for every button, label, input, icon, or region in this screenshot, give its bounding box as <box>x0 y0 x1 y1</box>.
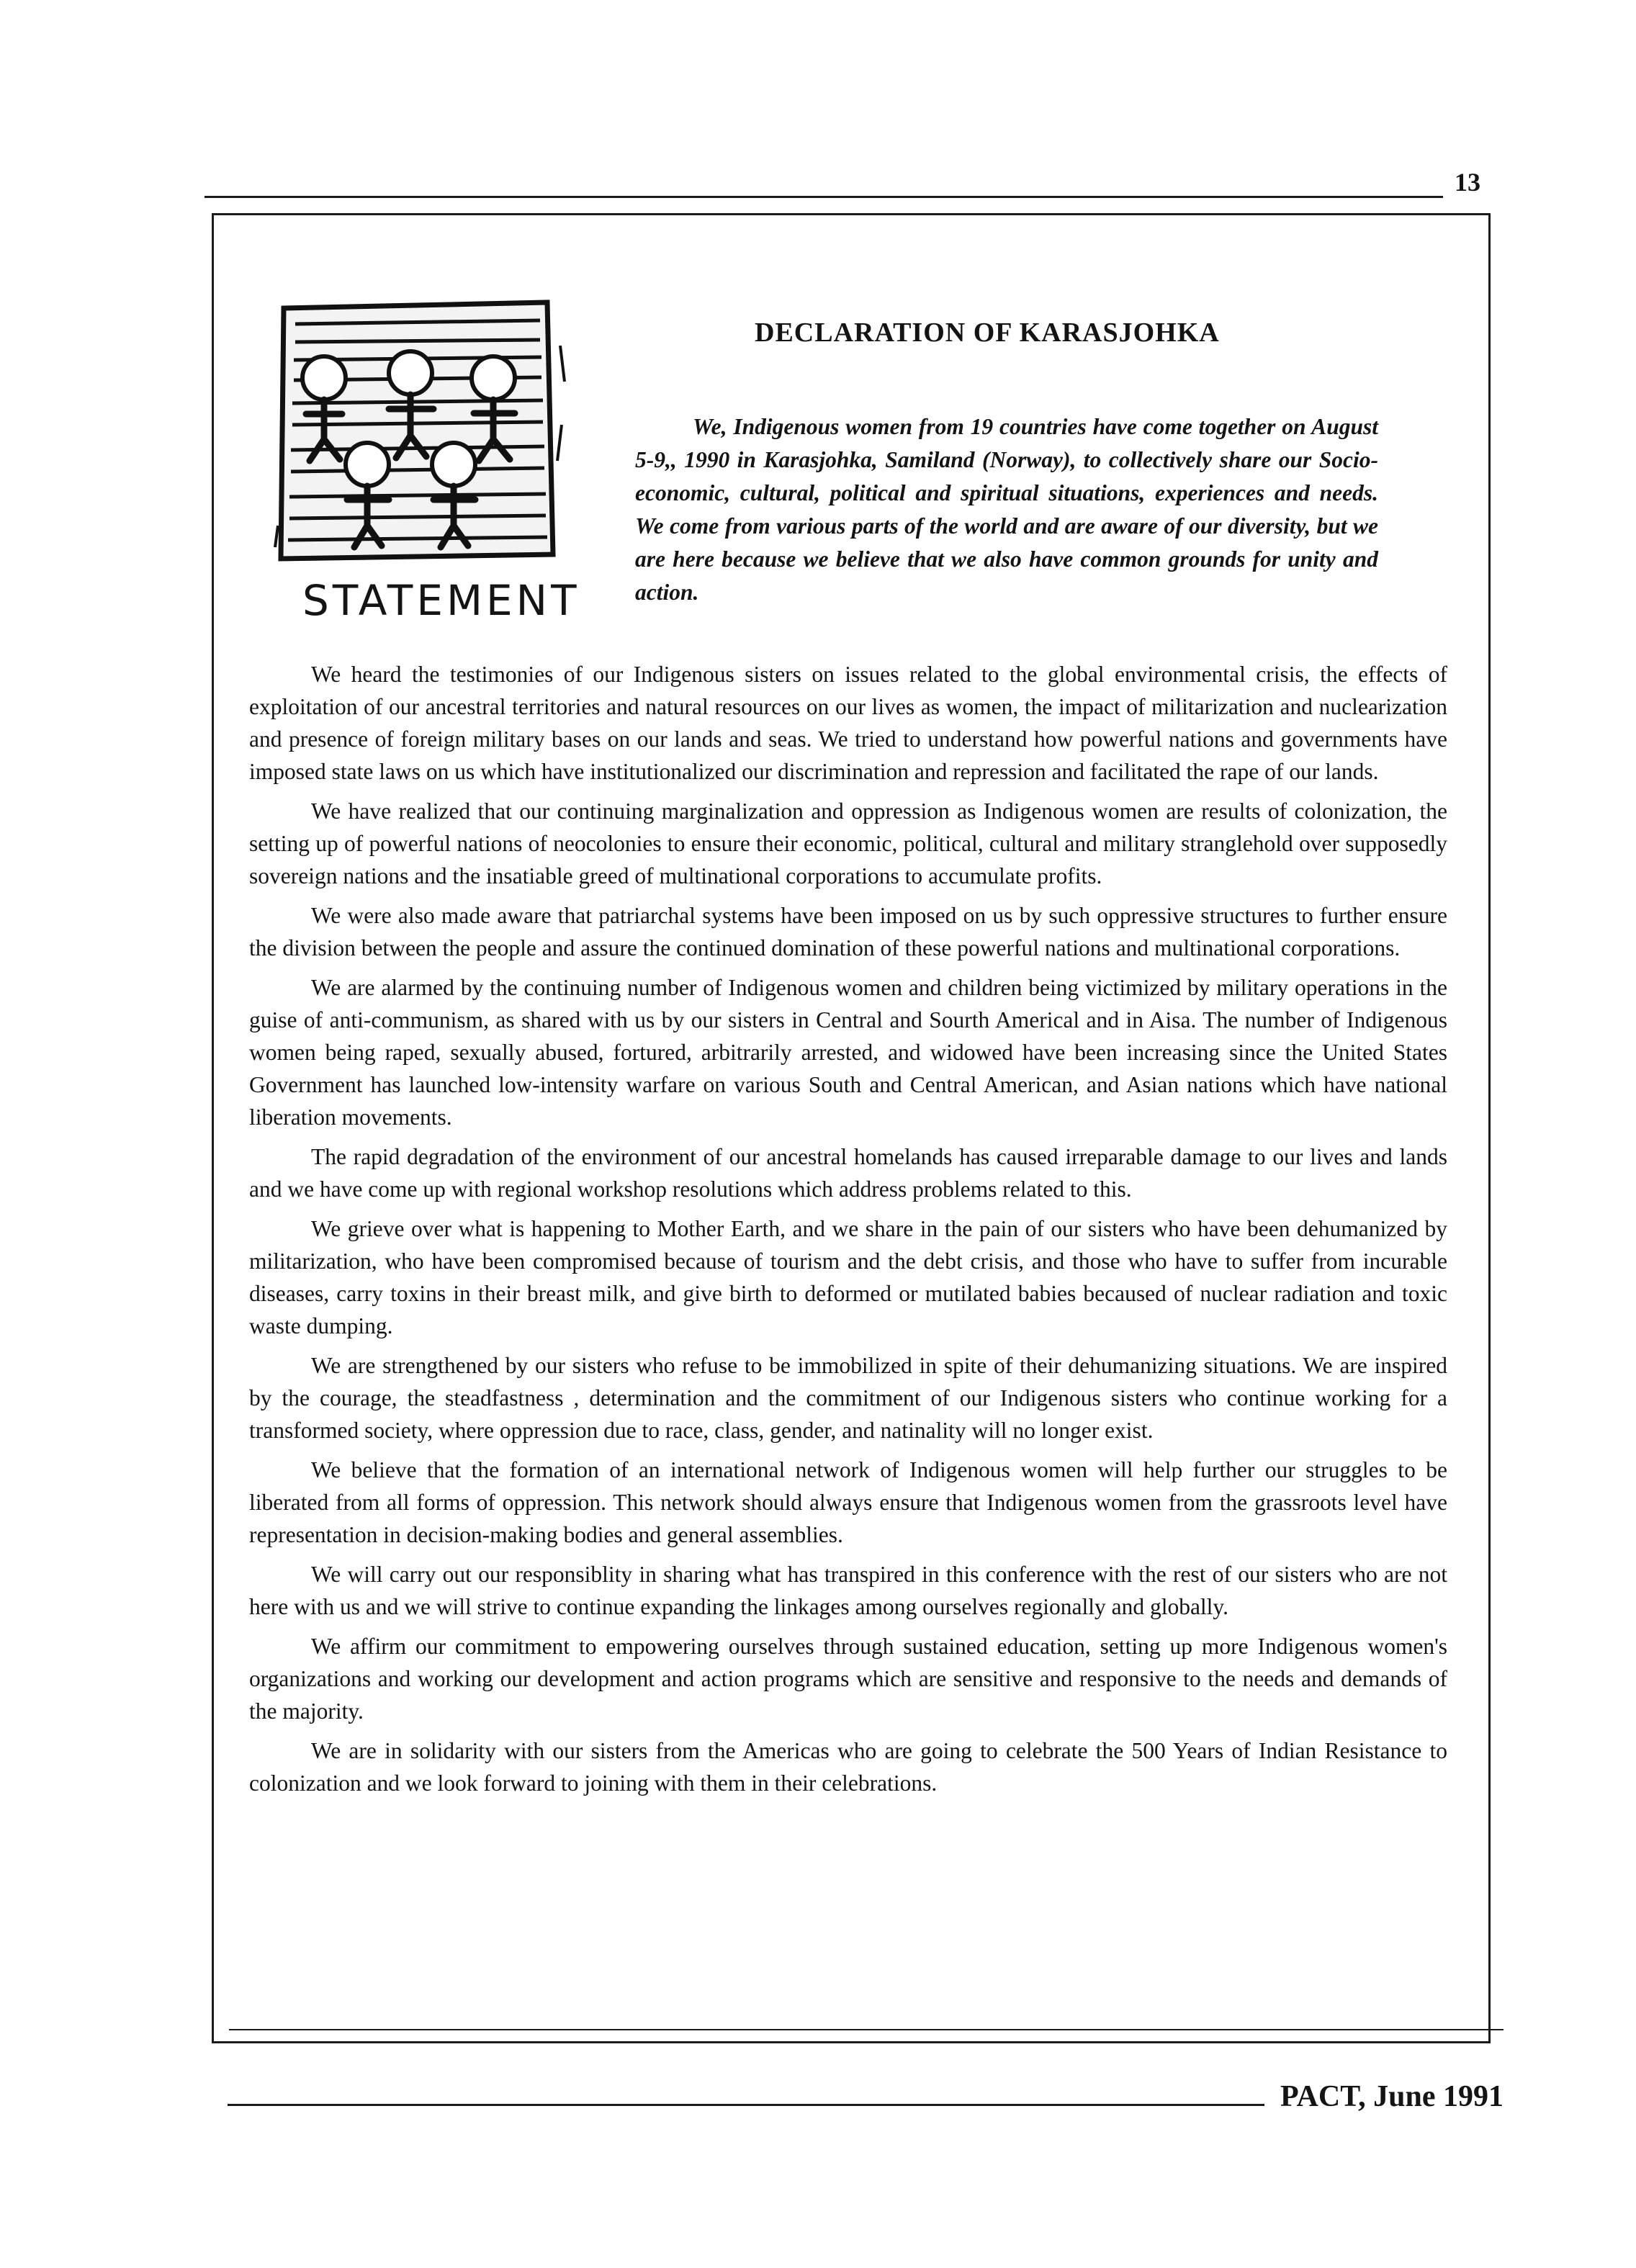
declaration-intro: We, Indigenous women from 19 countries have come together on August 5-9,, 1990 in Karasjohka, Samiland (Norway), to collectively share our Socio-economic, cultural, political and spiritual situations, experiences and needs. We come from various parts of the world and are aware of our diversity, but we are here because we believe that we also have common grounds for unity and action. <box>635 414 1378 605</box>
body-paragraph: We believe that the formation of an international network of Indigenous women will help further our struggles to be liberated from all forms of oppression. This network should always ensure that Indigenous women from the grassroots level have representation in decision-making bodies and general assemblies. <box>249 1457 1447 1547</box>
body-paragraph: We are alarmed by the continuing number of Indigenous women and children being victimized by military operations in the guise of anti-communism, as shared with us by our sisters in Central and Sourth Americal and in Aisa. The number of Indigenous women being raped, sexually abused, fortured, arbitrarily arrested, and widowed have been increasing since the United States Government has launched low-intensity warfare on various South and Central American, and Asian nations which have national liberation movements. <box>249 975 1447 1130</box>
declaration-body <box>249 658 1447 1806</box>
body-paragraph: We grieve over what is happening to Mother Earth, and we share in the pain of our sisters who have been dehumanized by militarization, who have been compromised because of tourism and the debt crisis, and those who have to suffer from incurable diseases, carry toxins in their breast milk, and give birth to deformed or mutilated babies becaused of nuclear radiation and toxic waste dumping. <box>249 1216 1447 1338</box>
header-rule <box>204 196 1443 198</box>
body-paragraph: We are in solidarity with our sisters from the Americas who are going to celebrate the 500 Years of Indian Resistance to colonization and we look forward to joining with them in their celebrations. <box>249 1738 1447 1796</box>
statement-caption: STATEMENT <box>302 576 580 625</box>
body-paragraph: We will carry out our responsiblity in sharing what has transpired in this conference with the rest of our sisters who are not here with us and we will strive to continue expanding the linkages among ourselves regionally and globally. <box>249 1562 1447 1619</box>
body-paragraph: We heard the testimonies of our Indigenous sisters on issues related to the global environmental crisis, the effects of exploitation of our ancestral territories and natural resources on our lives as women, the impact of militarization and nuclearization and presence of foreign military bases on our lands and seas. We tried to understand how powerful nations and governments have imposed state laws on us which have institutionalized our discrimination and repression and facilitated the rape of our lands. <box>249 662 1447 784</box>
declaration-title: DECLARATION OF KARASJOHKA <box>755 318 1220 348</box>
body-paragraph: We are strengthened by our sisters who refuse to be immobilized in spite of their dehumanizing situations. We are inspired by the courage, the steadfastness , determination and the commitment of our Indigenous sisters who continue working for a transformed society, where oppression due to race, class, gender, and natinality will no longer exist. <box>249 1353 1447 1443</box>
footer-rule <box>228 2104 1264 2106</box>
page-number: 13 <box>1455 168 1480 197</box>
body-paragraph: We affirm our commitment to empowering ourselves through sustained education, setting up more Indigenous women's organizations and working our development and action programs which are sensitive and responsive to the needs and demands of the majority. <box>249 1634 1447 1724</box>
body-paragraph: The rapid degradation of the environment of our ancestral homelands has caused irreparable damage to our lives and lands and we have come up with regional workshop resolutions which address problems related to this. <box>249 1144 1447 1202</box>
frame-bottom-rule <box>229 2029 1504 2030</box>
body-paragraph: We were also made aware that patriarchal systems have been imposed on us by such oppressive structures to further ensure the division between the people and assure the continued domination of these powerful nations and multinational corporations. <box>249 903 1447 960</box>
body-paragraph: We have realized that our continuing marginalization and oppression as Indigenous women are results of colonization, the setting up of powerful nations of neocolonies to ensure their economic, political, cultural and military stranglehold over supposedly sovereign nations and the insatiable greed of multinational corporations to accumulate profits. <box>249 798 1447 888</box>
statement-woodcut-logo <box>274 288 583 569</box>
publication-footer: PACT, June 1991 <box>1280 2080 1504 2113</box>
